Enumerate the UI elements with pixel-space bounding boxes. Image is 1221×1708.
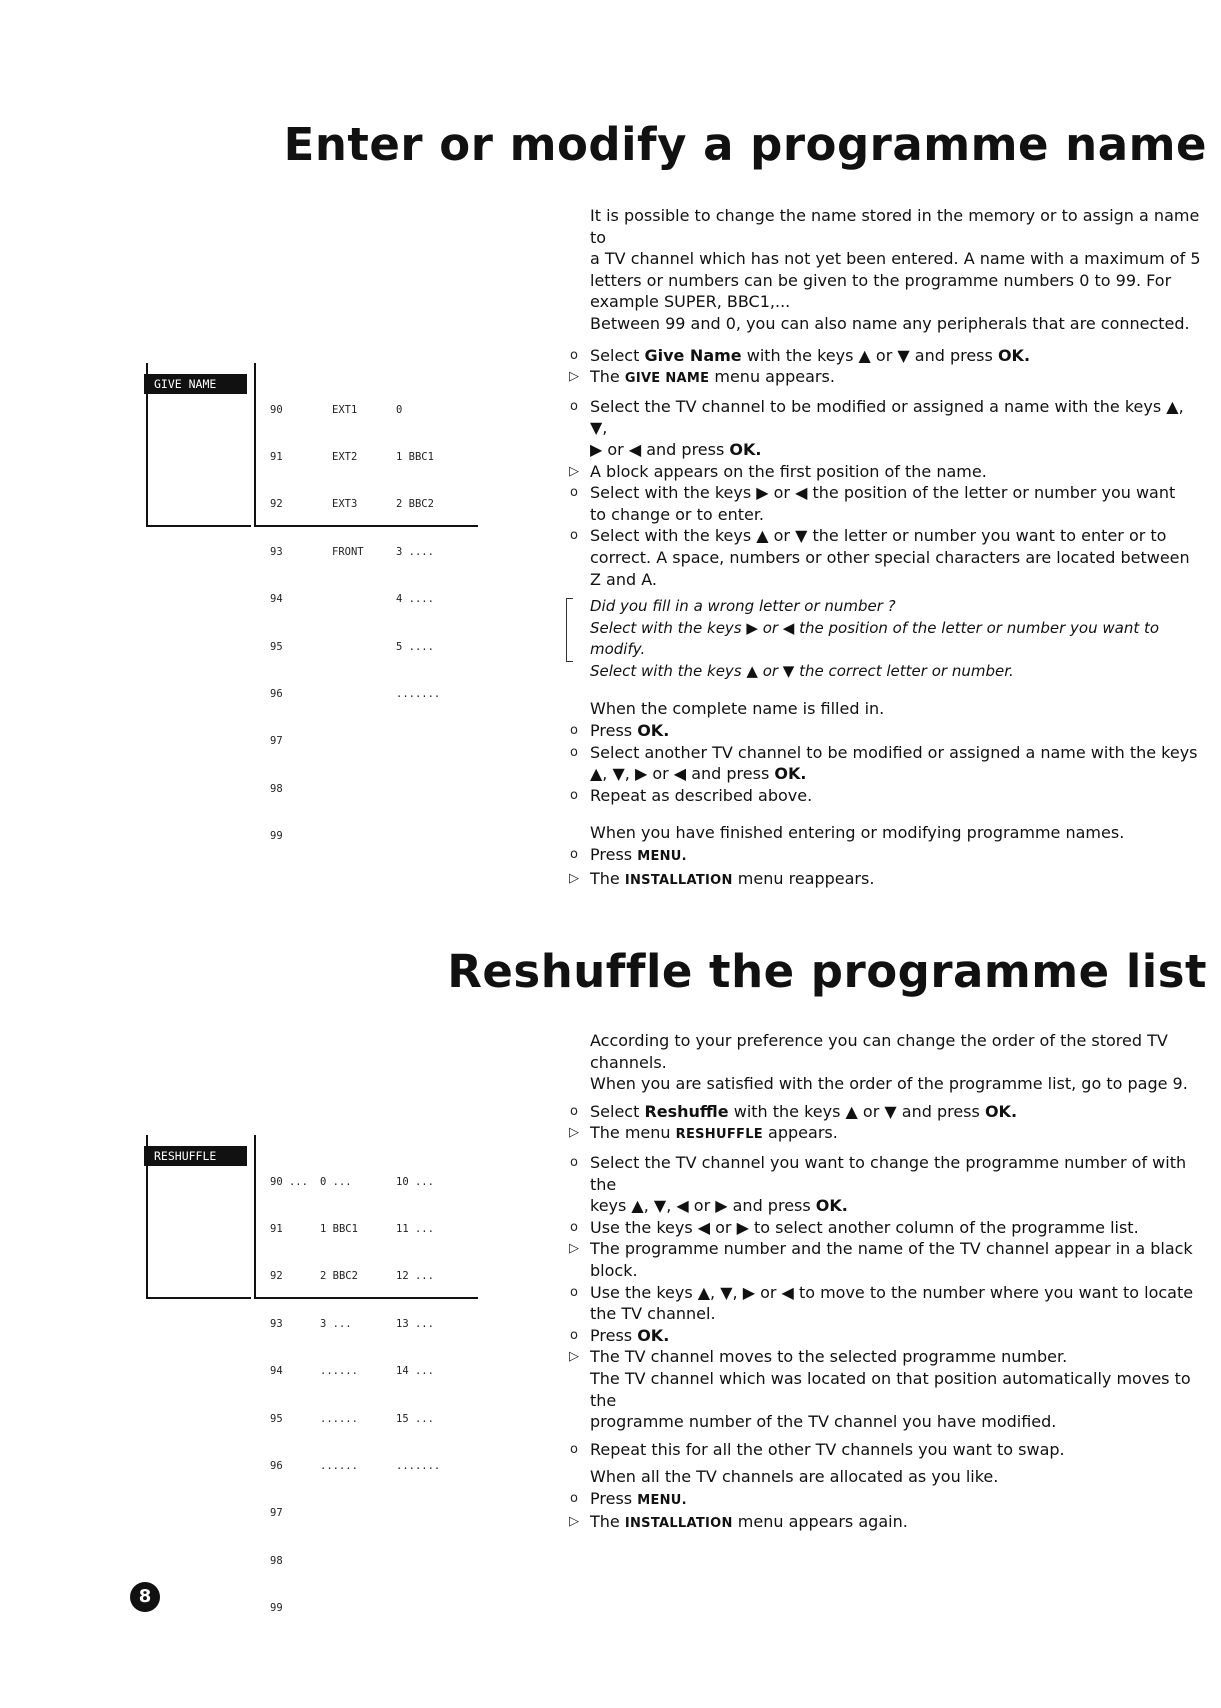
result: ▷ A block appears on the first position of the name. xyxy=(590,461,1205,483)
step: o Press OK. xyxy=(590,1325,1205,1347)
list-item: 2 BBC2 xyxy=(396,498,434,511)
list-item: 90 xyxy=(270,403,283,416)
note-line: Did you fill in a wrong letter or number ? xyxy=(590,597,896,616)
step-continued: ▶ or ◀ and press OK. xyxy=(590,439,762,459)
when-line: When you have finished entering or modifying programme names. xyxy=(590,823,1125,843)
note-bracket-icon xyxy=(566,598,573,662)
result-marker: ▷ xyxy=(569,369,579,385)
list-item: ...... xyxy=(320,1459,358,1472)
list-item: 5 .... xyxy=(396,640,434,653)
result: ▷ The GIVE NAME menu appears. xyxy=(590,366,1205,390)
step-marker: o xyxy=(570,723,578,739)
step: o Press MENU. xyxy=(590,1488,1205,1512)
menu-highlight-bar: GIVE NAME xyxy=(144,374,247,394)
intro-line: a TV channel which has not yet been entered. A name with a maximum of 5 xyxy=(590,249,1201,269)
list-item: ....... xyxy=(396,687,441,700)
step-marker: o xyxy=(570,1490,578,1506)
peripheral-column xyxy=(332,371,370,592)
result-continued: programme number of the TV channel you have modified. xyxy=(590,1412,1057,1432)
step-marker: o xyxy=(570,1103,578,1119)
list-item: 12 ... xyxy=(396,1270,434,1283)
programme-number-column xyxy=(270,371,308,877)
list-item: 11 ... xyxy=(396,1222,434,1235)
result-marker: ▷ xyxy=(569,1125,579,1141)
list-item: 10 ... xyxy=(396,1175,434,1188)
list-item: EXT2 xyxy=(332,450,358,463)
list-item: 94 xyxy=(270,1365,283,1378)
list-item: 97 xyxy=(270,1507,283,1520)
menu-channel-list xyxy=(254,363,478,843)
step-continued: keys ▲, ▼, ◀ or ▶ and press OK. xyxy=(590,1196,848,1216)
list-item: 92 xyxy=(270,498,283,511)
step-marker: o xyxy=(570,787,578,803)
list-item: 3 ... xyxy=(320,1317,352,1330)
note-line: Select with the keys ▶ or ◀ the position of the letter or number you want to modify. xyxy=(590,618,1160,659)
step: o Repeat this for all the other TV channels you want to swap. xyxy=(590,1439,1205,1461)
list-item: 91 xyxy=(270,450,283,463)
list-item: 1 BBC1 xyxy=(320,1222,358,1235)
result: ▷ The INSTALLATION menu reappears. xyxy=(590,868,1205,892)
step: o Select another TV channel to be modified or assigned a name with the keys xyxy=(590,742,1205,764)
list-item: 13 ... xyxy=(396,1317,434,1330)
step-marker: o xyxy=(570,528,578,544)
list-item: ...... xyxy=(320,1365,358,1378)
step: o Press OK. xyxy=(590,720,1205,742)
list-item: 96 xyxy=(270,687,283,700)
list-item: ...... xyxy=(320,1412,358,1425)
list-item: 94 xyxy=(270,593,283,606)
note-line: Select with the keys ▲ or ▼ the correct letter or number. xyxy=(590,661,1014,680)
result-continued: block. xyxy=(590,1260,638,1280)
step-continued: ▲, ▼, ▶ or ◀ and press OK. xyxy=(590,764,807,784)
result-marker: ▷ xyxy=(569,463,579,479)
list-item: 98 xyxy=(270,1554,283,1567)
section-give-name-body xyxy=(569,205,1205,891)
menu-highlight-bar: RESHUFFLE xyxy=(144,1146,247,1166)
step-marker: o xyxy=(570,485,578,501)
list-item: 90 ... xyxy=(270,1175,308,1188)
list-item: EXT3 xyxy=(332,498,358,511)
result-marker: ▷ xyxy=(569,870,579,886)
list-item: 99 xyxy=(270,1602,283,1615)
section-reshuffle-body xyxy=(569,1030,1205,1535)
menu-left-panel xyxy=(146,363,251,527)
result-continued: The TV channel which was located on that position automatically moves to the xyxy=(590,1368,1191,1410)
list-item: 95 xyxy=(270,640,283,653)
intro-line: letters or numbers can be given to the programme numbers 0 to 99. For xyxy=(590,270,1172,290)
list-item: 96 xyxy=(270,1459,283,1472)
channel-name-column xyxy=(396,371,440,734)
step: o Press MENU. xyxy=(590,844,1205,868)
step-continued: to change or to enter. xyxy=(590,504,765,524)
result-marker: ▷ xyxy=(569,1514,579,1530)
step-marker: o xyxy=(570,1327,578,1343)
list-item: 2 BBC2 xyxy=(320,1270,358,1283)
programme-number-column xyxy=(270,1143,308,1649)
list-item: 95 xyxy=(270,1412,283,1425)
step-marker: o xyxy=(570,847,578,863)
section-title-give-name: Enter or modify a programme name xyxy=(283,118,1207,171)
step-marker: o xyxy=(570,347,578,363)
step-continued: Z and A. xyxy=(590,569,657,589)
intro-line: When you are satisfied with the order of the programme list, go to page 9. xyxy=(590,1074,1188,1094)
step: o Use the keys ◀ or ▶ to select another column of the programme list. xyxy=(590,1217,1205,1239)
list-item: EXT1 xyxy=(332,403,358,416)
tip-note xyxy=(590,596,1205,682)
list-item: 3 .... xyxy=(396,545,434,558)
result-marker: ▷ xyxy=(569,1241,579,1257)
step: o Select Give Name with the keys ▲ or ▼ and press OK. xyxy=(590,345,1205,367)
list-item: 93 xyxy=(270,545,283,558)
list-item: 99 xyxy=(270,830,283,843)
list-item: 92 xyxy=(270,1270,283,1283)
page-number-badge: 8 xyxy=(130,1582,160,1612)
list-item: 98 xyxy=(270,782,283,795)
list-item: 0 xyxy=(396,403,403,416)
step-continued: correct. A space, numbers or other special characters are located between xyxy=(590,547,1190,567)
list-item: ....... xyxy=(396,1459,441,1472)
result: ▷ The programme number and the name of the TV channel appear in a black xyxy=(590,1238,1205,1260)
list-item: 93 xyxy=(270,1317,283,1330)
intro-line: Between 99 and 0, you can also name any peripherals that are connected. xyxy=(590,313,1190,333)
step: o Select with the keys ▶ or ◀ the position of the letter or number you want xyxy=(590,482,1205,504)
list-item: 1 BBC1 xyxy=(396,450,434,463)
step: o Use the keys ▲, ▼, ▶ or ◀ to move to the number where you want to locate xyxy=(590,1282,1205,1304)
channel-column-b xyxy=(396,1143,440,1506)
step-marker: o xyxy=(570,1154,578,1170)
step-marker: o xyxy=(570,1441,578,1457)
step: o Select with the keys ▲ or ▼ the letter or number you want to enter or to xyxy=(590,525,1205,547)
result: ▷ The TV channel moves to the selected programme number. xyxy=(590,1346,1205,1368)
list-item: 15 ... xyxy=(396,1412,434,1425)
when-line: When all the TV channels are allocated as you like. xyxy=(590,1467,999,1487)
section-title-reshuffle: Reshuffle the programme list xyxy=(447,945,1207,998)
intro-line: channels. xyxy=(590,1052,667,1072)
step-marker: o xyxy=(570,744,578,760)
step: o Select the TV channel to be modified or assigned a name with the keys ▲, ▼, xyxy=(590,396,1205,439)
result-marker: ▷ xyxy=(569,1349,579,1365)
channel-column-a xyxy=(320,1143,358,1506)
intro-line: According to your preference you can change the order of the stored TV xyxy=(590,1031,1168,1050)
list-item: 0 ... xyxy=(320,1175,352,1188)
step-marker: o xyxy=(570,1219,578,1235)
list-item: 91 xyxy=(270,1222,283,1235)
step-marker: o xyxy=(570,398,578,414)
when-line: When the complete name is filled in. xyxy=(590,699,885,719)
result: ▷ The menu RESHUFFLE appears. xyxy=(590,1122,1205,1146)
result: ▷ The INSTALLATION menu appears again. xyxy=(590,1511,1205,1535)
step: o Repeat as described above. xyxy=(590,785,1205,807)
intro-line: example SUPER, BBC1,... xyxy=(590,292,791,312)
intro-line: It is possible to change the name stored in the memory or to assign a name to xyxy=(590,206,1200,247)
menu-channel-list xyxy=(254,1135,478,1615)
list-item: 14 ... xyxy=(396,1365,434,1378)
list-item: 97 xyxy=(270,735,283,748)
step-marker: o xyxy=(570,1284,578,1300)
step: o Select Reshuffle with the keys ▲ or ▼ and press OK. xyxy=(590,1101,1205,1123)
list-item: 4 .... xyxy=(396,593,434,606)
step-continued: the TV channel. xyxy=(590,1304,716,1324)
step: o Select the TV channel you want to change the programme number of with the xyxy=(590,1152,1205,1195)
list-item: FRONT xyxy=(332,545,364,558)
menu-left-panel xyxy=(146,1135,251,1299)
